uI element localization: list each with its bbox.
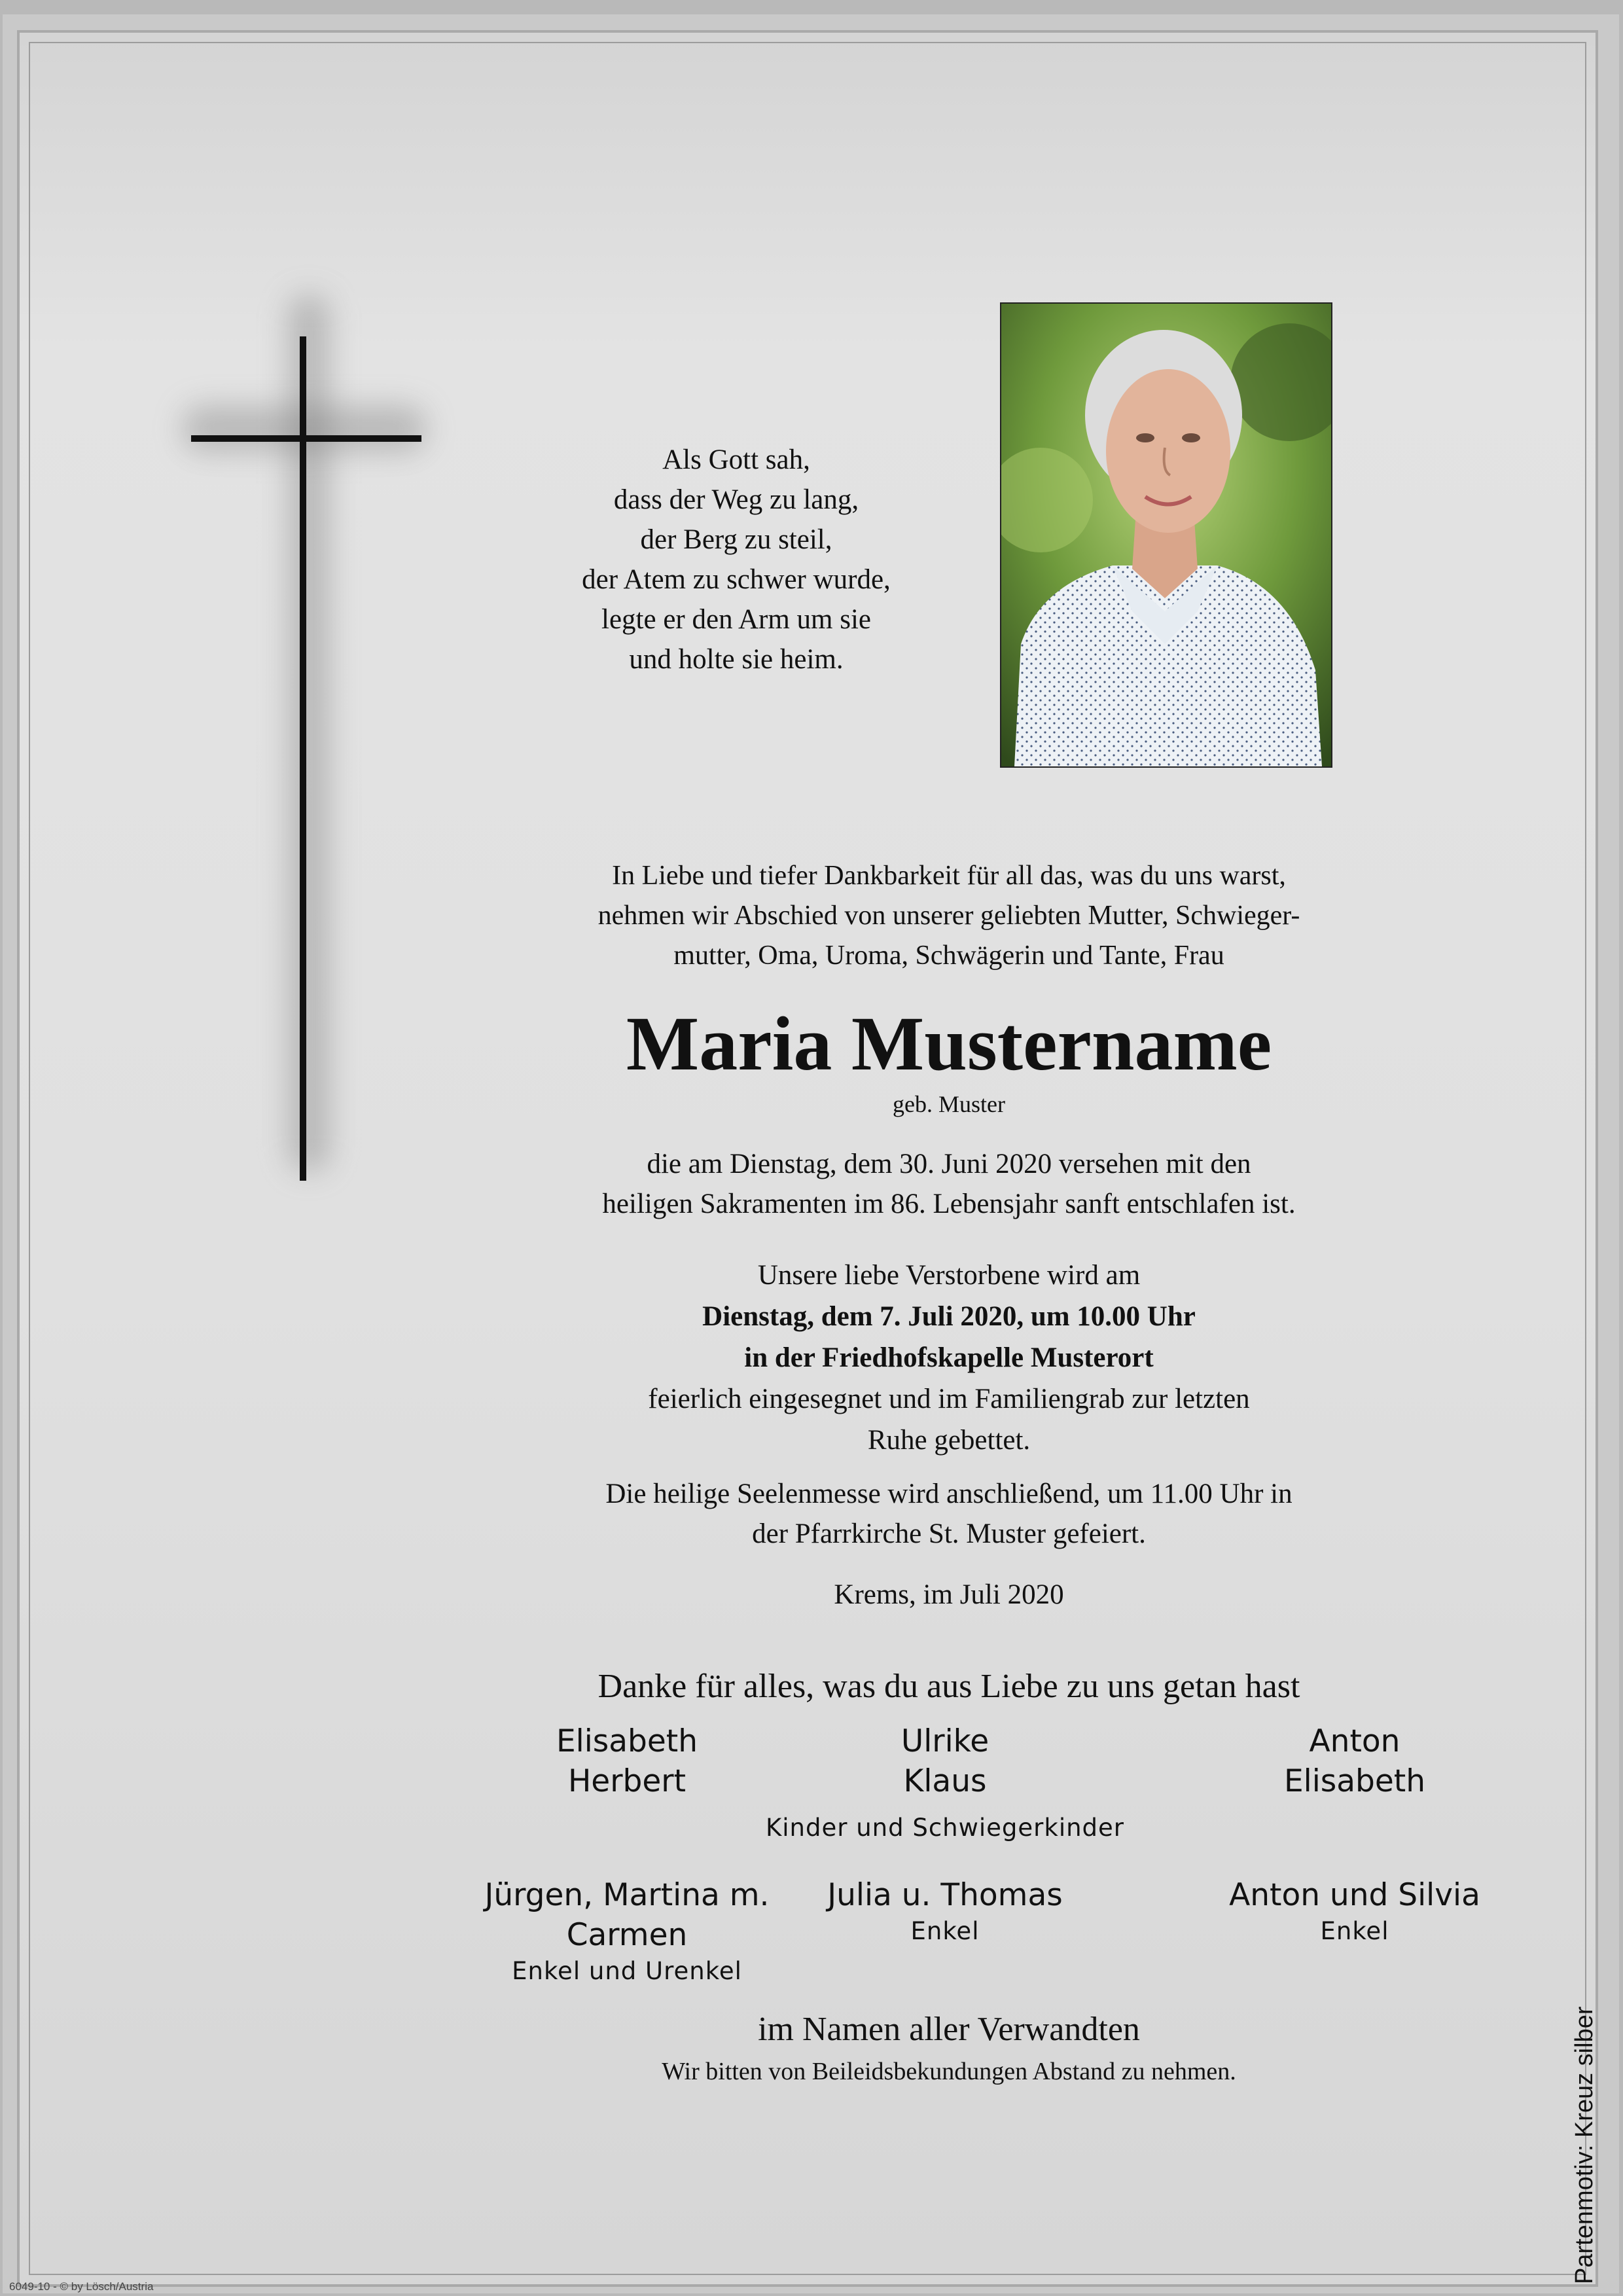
children-column-1 [496,1721,758,1801]
funeral-date: Dienstag, dem 7. Juli 2020, um 10.00 Uhr [702,1301,1196,1332]
family-role: Enkel [1320,1917,1389,1945]
intro-line: nehmen wir Abschied von unserer geliebten Mutter, Schwieger- [597,901,1300,931]
funeral-details [478,1255,1420,1461]
poem-line: Als Gott sah, [662,444,810,475]
family-name: Anton [1309,1723,1400,1759]
family-name: Jürgen, Martina m. Carmen [484,1877,770,1953]
funeral-location: in der Friedhofskapelle Musterort [744,1342,1154,1373]
children-column-3 [1230,1721,1479,1801]
family-name: Herbert [567,1763,687,1799]
intro-line: mutter, Oma, Uroma, Schwägerin und Tante, Frau [673,941,1224,971]
poem-line: und holte sie heim. [629,644,844,675]
grandchildren-group-1 [424,1875,830,1988]
intro-line: In Liebe und tiefer Dankbarkeit für all das, was du uns warst, [612,861,1286,891]
mass-line: der Pfarrkirche St. Muster gefeiert. [752,1518,1146,1549]
funeral-intro: Unsere liebe Verstorbene wird am [757,1260,1141,1291]
portrait-illustration [1001,304,1331,766]
motif-note: Partenmotiv: Kreuz silber [1571,2006,1598,2284]
mass-details [478,1474,1420,1554]
death-line: heiligen Sakramenten im 86. Lebensjahr sanft entschlafen ist. [602,1189,1296,1219]
poem-line: legte er den Arm um sie [601,604,871,635]
grandchildren-group-2 [781,1875,1109,1948]
family-name: Klaus [903,1763,987,1799]
relatives-line: im Namen aller Verwandten [758,2011,1140,2048]
sheet-background [3,14,1619,2293]
family-role: Enkel [910,1917,980,1945]
death-line: die am Dienstag, dem 30. Juni 2020 versehen mit den [647,1149,1251,1179]
place-date: Krems, im Juli 2020 [834,1579,1064,1610]
family-role: Enkel und Urenkel [512,1957,742,1985]
family-name: Elisabeth [556,1723,698,1759]
family-name: Julia u. Thomas [827,1877,1063,1913]
children-column-2 [814,1721,1076,1801]
poem [497,440,975,679]
family-name: Ulrike [901,1723,990,1759]
intro-text [478,856,1420,976]
grandchildren-group-3 [1198,1875,1512,1948]
cross-vertical-beam [300,336,306,1181]
family-name: Elisabeth [1283,1763,1426,1799]
condolence-request: Wir bitten von Beileidsbekundungen Abstand zu nehmen. [662,2058,1236,2085]
death-notice [478,1144,1420,1224]
thanks-line: Danke für alles, was du aus Liebe zu uns getan hast [597,1668,1300,1705]
maiden-name: geb. Muster [893,1091,1005,1117]
cross-horizontal-beam [191,435,421,442]
children-role [683,1812,1207,1844]
cross-icon [170,281,445,1198]
funeral-line: Ruhe gebettet. [867,1425,1031,1456]
family-role: Kinder und Schwiegerkinder [765,1814,1125,1842]
obituary-card [17,30,1598,2287]
deceased-name: Maria Mustername [626,1001,1272,1086]
portrait-photo [1000,302,1332,768]
copyright-footer: 6049-10 - © by Lösch/Austria [9,2280,154,2293]
mass-line: Die heilige Seelenmesse wird anschließend, um 11.00 Uhr in [605,1479,1293,1509]
poem-line: der Atem zu schwer wurde, [582,564,891,595]
family-name: Anton und Silvia [1229,1877,1480,1913]
poem-line: der Berg zu steil, [640,524,832,555]
funeral-line: feierlich eingesegnet und im Familiengrab zur letzten [648,1384,1250,1414]
poem-line: dass der Weg zu lang, [613,484,859,515]
